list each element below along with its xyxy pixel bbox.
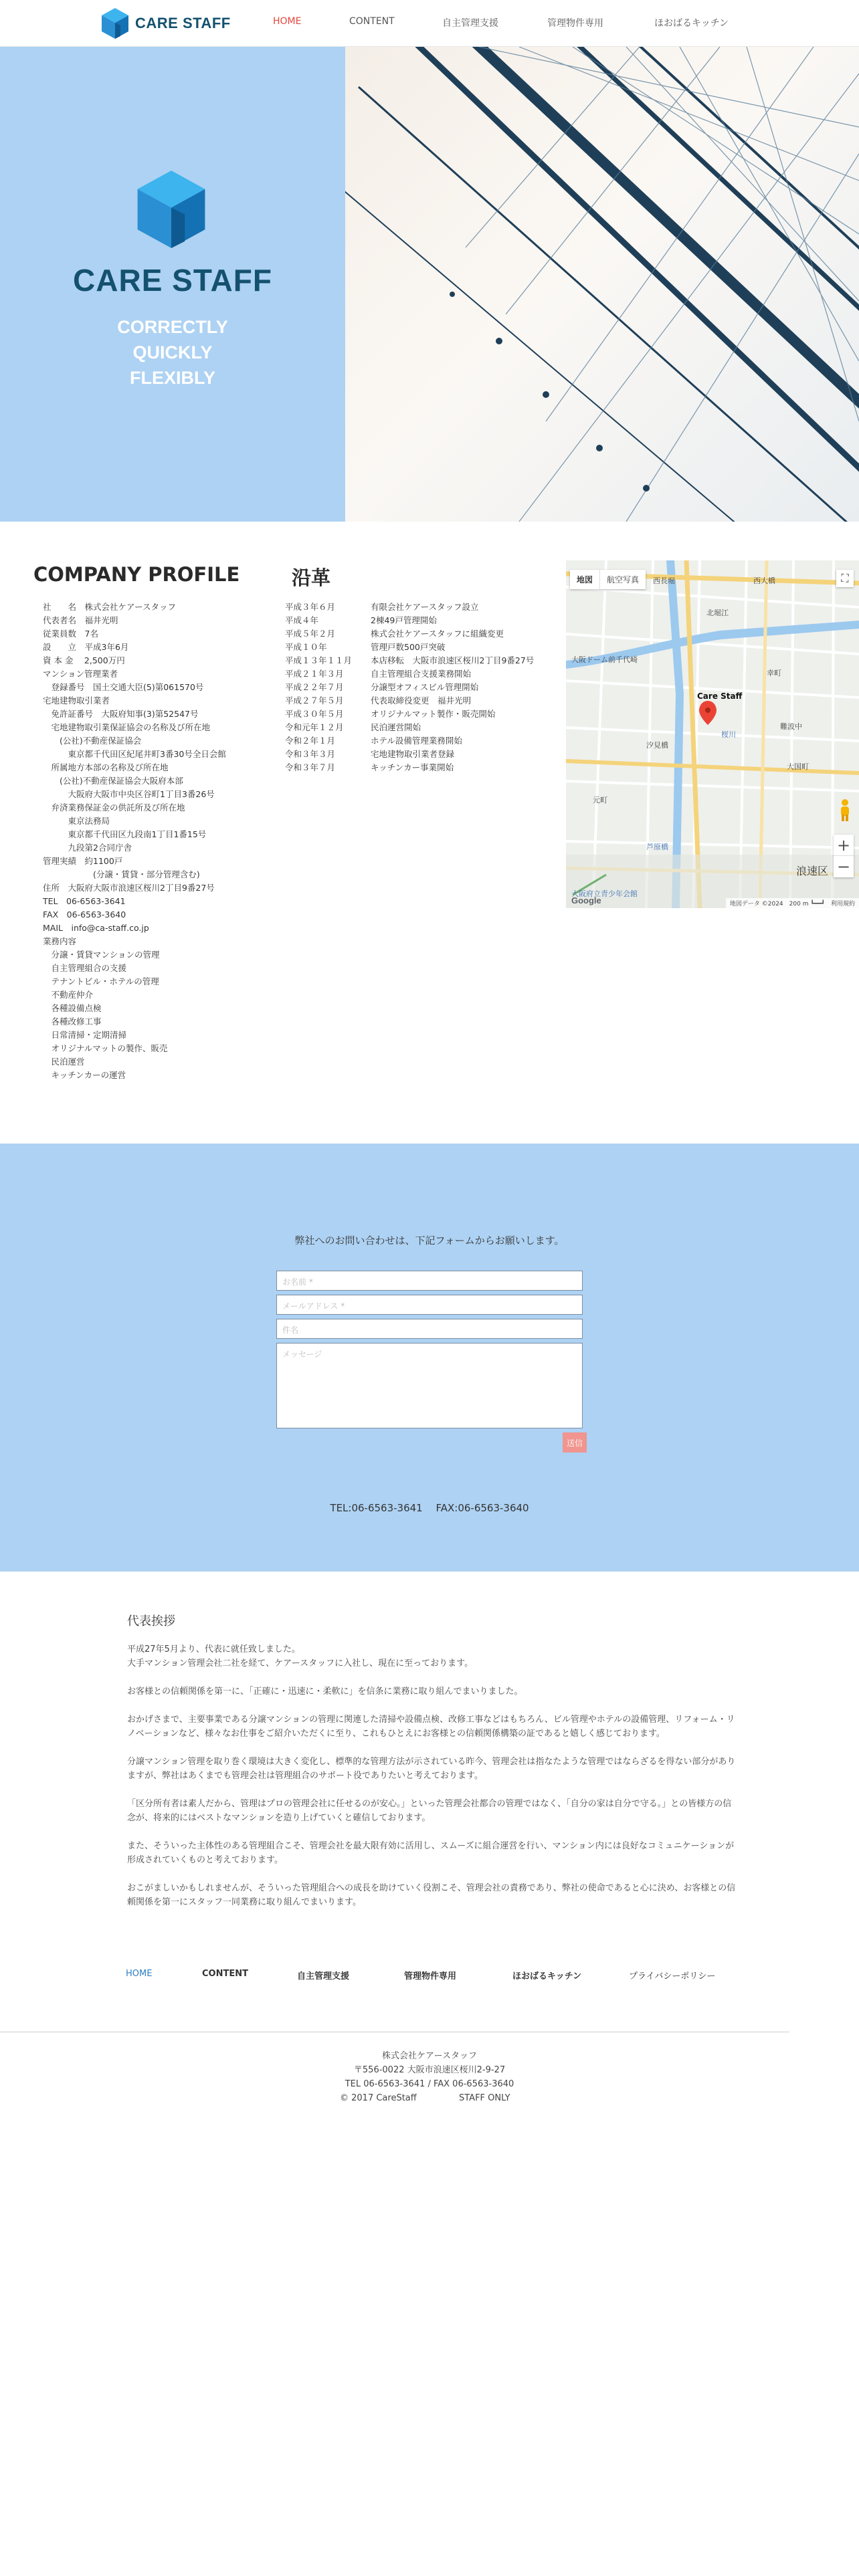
greeting-paragraph: おかげさまで、主要事業である分譲マンションの管理に関連した清掃や設備点検、改修工事などはもちろん、ビル管理やホテルの設備管理、リフォーム・リノベーションなど、様々なお仕事をご紹介いただくに至り、これもひとえにお客様との信頼関係構築の証であると嬉しく感じております。	[127, 1715, 735, 1739]
history-event: オリジナルマット製作・販売開始	[371, 709, 496, 719]
hero-brand-panel	[0, 47, 345, 522]
profile-line: 宅地建物取引業者	[43, 695, 110, 706]
greeting-paragraph: 平成27年5月より、代表に就任致しました。 大手マンション管理会社二社を経て、ケアースタッフに入社し、現在に至っております。	[127, 1644, 474, 1669]
map-place-label: 幸町	[767, 669, 781, 677]
site-header	[0, 0, 859, 47]
map-place-label: 芦原橋	[646, 843, 668, 851]
hero-brand-text: CARE STAFF	[73, 263, 272, 298]
history-event: 本店移転 大阪市浪速区桜川2丁目9番27号	[371, 655, 535, 665]
profile-line: 九段第2合同庁舎	[43, 843, 132, 853]
footer-nav-hoobaru-kitchen[interactable]: ほおばるキッチン	[512, 1971, 582, 1981]
history-date: 令和元年１２月	[285, 722, 344, 732]
profile-line: 設 立 平成3年6月	[43, 642, 129, 652]
nav-home[interactable]: HOME	[273, 16, 302, 27]
profile-line: キッチンカーの運営	[43, 1070, 126, 1080]
nav-managed-properties[interactable]: 管理物件専用	[547, 18, 603, 29]
map-place-label: 大阪府立青少年会館	[571, 889, 638, 898]
map-place-label: 大阪ドーム前千代崎	[571, 655, 638, 664]
profile-line: 東京法務局	[43, 816, 110, 826]
map-type-toggle	[570, 570, 646, 589]
history-row	[285, 761, 566, 774]
profile-line: (分譲・賃貸・部分管理含む)	[43, 869, 200, 879]
footer-company-name: 株式会社ケアースタッフ	[382, 2051, 477, 2061]
google-logo: Google	[571, 895, 601, 905]
header-brand: CARE STAFF	[135, 15, 231, 31]
main-nav	[0, 16, 859, 31]
map-place-label: 難波中	[780, 722, 802, 731]
greeting-paragraph: 「区分所有者は素人だから、管理はプロの管理会社に任せるのが安心。」といった管理会社都合の管理ではなく、「自分の家は自分で守る。」との皆様方の信念が、将来的にはベストなマンションを造り上げていくと確信しております。	[127, 1799, 732, 1823]
history-row	[285, 694, 566, 708]
profile-line: 従業員数 7名	[43, 629, 98, 639]
profile-line: (公社)不動産保証協会	[43, 736, 142, 746]
history-event: 2棟49戸管理開始	[371, 615, 437, 625]
footer-nav	[0, 1969, 859, 1986]
greeting-paragraph: おこがましいかもしれませんが、そういった管理組合への成長を助けていく役割こそ、管理会社の責務であり、弊社の使命であると心に決め、お客様との信頼関係を第一にスタッフ一同業務に取り組んでまいります。	[127, 1883, 736, 1907]
profile-line: 社 名 株式会社ケアースタッフ	[43, 602, 177, 612]
history-title: 沿革	[292, 566, 331, 589]
history-row	[285, 734, 566, 748]
profile-line: 日常清掃・定期清掃	[43, 1030, 127, 1040]
hero-section	[0, 47, 859, 522]
profile-line: マンション管理業者	[43, 669, 118, 679]
tagline-correctly: CORRECTLY	[117, 317, 228, 337]
history-event: 自主管理組合支援業務開始	[371, 669, 472, 679]
contact-tel-fax: TEL:06-6563-3641 FAX:06-6563-3640	[330, 1502, 529, 1514]
copyright: © 2017 CareStaff	[340, 2093, 417, 2103]
footer-nav-privacy-policy[interactable]: プライバシーポリシー	[629, 1971, 716, 1981]
history-event: キッチンカー事業開始	[371, 762, 454, 772]
profile-line: 免許証番号 大阪府知事(3)第52547号	[43, 709, 199, 719]
greeting-paragraph: また、そういった主体性のある管理組合こそ、管理会社を最大限有効に活用し、スムーズに組合運営を行い、マンション内には良好なコミュニケーションが形成されていくものと考えております。	[127, 1841, 735, 1865]
history-row	[285, 748, 566, 761]
tagline-flexibly: FLEXIBLY	[129, 368, 216, 388]
map-place-label: 大国町	[787, 762, 809, 771]
contact-lead: 弊社へのお問い合わせは、下記フォームからお願いします。	[294, 1235, 565, 1247]
staff-only-link[interactable]: STAFF ONLY	[459, 2093, 510, 2103]
company-section	[0, 522, 859, 1144]
history-event: 宅地建物取引業者登録	[371, 749, 455, 759]
profile-line: 東京都千代田区九段南1丁目1番15号	[43, 829, 207, 839]
contact-section	[0, 1144, 859, 1572]
footer-nav-managed-properties[interactable]: 管理物件専用	[404, 1971, 457, 1981]
greeting-paragraph: 分譲マンション管理を取り巻く環境は大きく変化し、標準的な管理方法が示されている昨今、管理会社は指なたような管理ではならざるを得ない部分がありますが、弊社はあくまでも管理会社は管理組合のサポート役でありたいと考えております。	[127, 1757, 736, 1781]
profile-line: 民泊運営	[43, 1057, 85, 1067]
profile-line: 業務内容	[43, 936, 77, 946]
profile-line: 大阪府大阪市中央区谷町1丁目3番26号	[43, 789, 215, 799]
greeting-paragraph: お客様との信頼関係を第一に、「正確に・迅速に・柔軟に」を信条に業務に取り組んでまいりました。	[127, 1687, 523, 1697]
history-row	[285, 614, 566, 627]
nav-hoobaru-kitchen[interactable]: ほおばるキッチン	[654, 18, 729, 29]
zoom-out-button[interactable]: −	[836, 857, 851, 876]
profile-line: 資 本 金 2,500万円	[43, 655, 125, 665]
profile-line: 弁済業務保証金の供託所及び所在地	[43, 802, 185, 813]
profile-line: 東京都千代田区紀尾井町3番30号全日会館	[43, 749, 226, 759]
history-row	[285, 601, 566, 614]
map-place-label: 西長堀	[653, 576, 675, 585]
profile-line: 自主管理組合の支援	[43, 963, 127, 973]
map-type-map[interactable]: 地図	[570, 570, 600, 589]
map-place-label: 北堀江	[706, 609, 729, 617]
history-date: 令和３年７月	[285, 762, 336, 772]
map-place-label: 西大橋	[753, 576, 775, 585]
history-date: 平成４年	[285, 615, 319, 625]
profile-line: (公社)不動産保証協会大阪府本部	[43, 776, 183, 786]
company-profile-title: COMPANY PROFILE	[33, 563, 240, 586]
history-row	[285, 721, 566, 734]
nav-self-management[interactable]: 自主管理支援	[442, 18, 498, 29]
history-date: 平成２１年３月	[285, 669, 344, 679]
history-row	[285, 627, 566, 641]
history-date: 平成３０年５月	[285, 709, 344, 719]
history-event: 民泊運営開始	[371, 722, 421, 732]
profile-line: テナントビル・ホテルの管理	[43, 976, 159, 986]
history-date: 平成３年６月	[285, 602, 336, 612]
glass-structure-image	[345, 47, 859, 522]
footer-nav-content[interactable]: CONTENT	[202, 1969, 248, 1979]
greeting-title: 代表挨拶	[127, 1614, 175, 1628]
history-row	[285, 654, 566, 667]
company-profile-list	[43, 601, 264, 1082]
map-place-label: 汐見橋	[646, 741, 668, 750]
fullscreen-icon[interactable]: ⛶	[836, 570, 854, 587]
profile-line: 不動産仲介	[43, 990, 94, 1000]
history-date: 令和３年３月	[285, 749, 336, 759]
profile-line: FAX 06-6563-3640	[43, 909, 126, 920]
map-place-label: 元町	[593, 796, 607, 804]
profile-line: 各種改修工事	[43, 1016, 102, 1027]
history-date: 平成１０年	[285, 642, 327, 652]
profile-line: 住所 大阪府大阪市浪速区桜川2丁目9番27号	[43, 883, 215, 893]
history-event: 管理戸数500戸突破	[371, 642, 446, 652]
history-event: 分譲型オフィスビル管理開始	[371, 682, 479, 692]
footer-tel-fax: TEL 06-6563-3641 / FAX 06-6563-3640	[345, 2079, 514, 2089]
subject-input[interactable]: 件名	[276, 1319, 583, 1339]
history-event: 株式会社ケアースタッフに組織変更	[371, 629, 504, 639]
history-row	[285, 681, 566, 694]
history-row	[285, 641, 566, 654]
hero-photo	[345, 47, 859, 522]
profile-line: オリジナルマットの製作、販売	[43, 1043, 168, 1053]
profile-line: 宅地建物取引業保証協会の名称及び所在地	[43, 722, 211, 732]
cube-logo-icon	[132, 167, 210, 251]
profile-line: 各種設備点検	[43, 1003, 102, 1013]
footer-nav-home[interactable]: HOME	[126, 1969, 153, 1979]
name-input[interactable]: お名前 *	[276, 1271, 583, 1291]
history-date: 平成２７年５月	[285, 695, 344, 706]
profile-line: MAIL info@ca-staff.co.jp	[43, 923, 149, 933]
email-input[interactable]: メールアドレス *	[276, 1295, 583, 1315]
footer-address: 〒556-0022 大阪市浪速区桜川2-9-27	[353, 2065, 506, 2075]
map-credit[interactable]: 地図データ ©2024 200 m ┗━━┛ 利用規約	[726, 898, 859, 908]
history-list	[285, 601, 566, 774]
history-row	[285, 708, 566, 721]
history-event: ホテル設備管理業務開始	[371, 736, 462, 746]
history-date: 平成１３年１１月	[285, 655, 353, 665]
history-row	[285, 667, 566, 681]
google-map[interactable]	[566, 560, 859, 908]
map-type-satellite[interactable]: 航空写真	[607, 575, 640, 584]
footer-company-info	[0, 2049, 859, 2091]
zoom-in-button[interactable]: +	[834, 835, 854, 856]
profile-line: TEL 06-6563-3641	[43, 896, 126, 906]
history-date: 平成５年２月	[285, 629, 336, 639]
send-button[interactable]: 送信	[563, 1432, 587, 1453]
message-textarea[interactable]: メッセージ	[276, 1343, 583, 1428]
map-pin-label: Care Staff	[697, 691, 743, 701]
profile-line: 代表者名 福井光明	[43, 615, 118, 625]
history-event: 有限会社ケアースタッフ設立	[371, 602, 479, 612]
map-district-label: 浪速区	[796, 865, 829, 877]
history-date: 令和２年１月	[285, 736, 336, 746]
history-event: 代表取締役変更 福井光明	[371, 695, 472, 706]
map-place-label: 桜川	[721, 730, 736, 739]
profile-line: 登録番号 国土交通大臣(5)第061570号	[43, 682, 204, 692]
map-zoom-control	[834, 835, 854, 877]
greeting-body	[127, 1642, 737, 1923]
tagline-quickly: QUICKLY	[132, 342, 213, 362]
profile-line: 分譲・賃貸マンションの管理	[43, 950, 160, 960]
profile-line: 所属地方本部の名称及び所在地	[43, 762, 169, 772]
footer-nav-self-management[interactable]: 自主管理支援	[297, 1971, 350, 1981]
pegman-icon[interactable]	[838, 798, 852, 823]
profile-line: 管理実績 約1100戸	[43, 856, 123, 866]
nav-content[interactable]: CONTENT	[349, 16, 395, 27]
history-date: 平成２２年７月	[285, 682, 344, 692]
